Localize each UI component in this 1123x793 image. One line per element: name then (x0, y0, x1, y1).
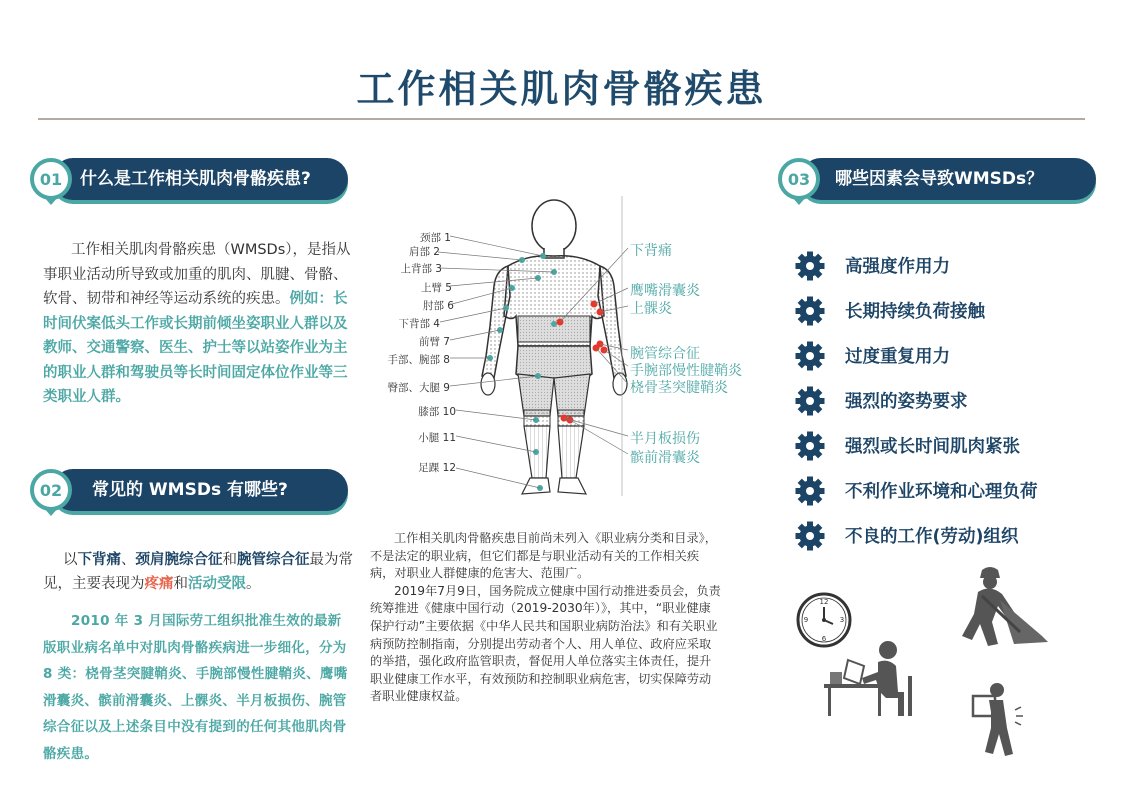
common-text-5: 和 (173, 576, 188, 592)
body-part-label: 肘部 6 (422, 300, 454, 312)
center-paragraph-2: 2019年7月9日，国务院成立健康中国行动推进委员会，负责统筹推进《健康中国行动（2019-2030年）》，其中，“职业健康保护行动”主要依据《中华人民共和国职业病防治法》和有关职业病预防控制指南，分别提出劳动者个人、用人单位、政府应采取的举措，强化政府监管职责，督促用人单位落实主体责任，提升职业健康工作水平，有效预防和控制职业病危害，切实保障劳动者职业健康权益。 (370, 583, 721, 704)
body-part-label: 下背部 4 (398, 318, 440, 330)
risk-factor-item (795, 423, 1095, 468)
page-title: 工作相关肌肉骨骼疾患 (356, 67, 767, 111)
risk-factor-item (795, 243, 1095, 288)
definition-example: 例如：长时间伏案低头工作或长期前倾坐姿职业人群以及教师、交通警察、医生、护士等以站姿作业为主的职业人群和驾驶员等长时间固定体位作业等三类职业人群。 (43, 291, 348, 405)
body-part-label: 膝部 10 (418, 406, 456, 418)
risk-factor-item (795, 513, 1095, 558)
common-text-1: 以 (63, 552, 78, 568)
body-part-label: 肩部 2 (408, 246, 440, 258)
svg-text:6: 6 (821, 635, 827, 643)
gear-icon (795, 431, 825, 461)
condition-label: 鹰嘴滑囊炎 (630, 283, 700, 299)
body-part-label: 上背部 3 (400, 263, 442, 275)
svg-text:12: 12 (819, 598, 829, 606)
common-wmsds-text (43, 548, 353, 596)
risk-factor-list (795, 243, 1095, 558)
svg-text:9: 9 (803, 616, 809, 624)
gear-icon (795, 251, 825, 281)
keyword-low-back-pain: 下背痛 (77, 552, 121, 568)
gear-icon (795, 521, 825, 551)
body-part-label: 小腿 11 (418, 432, 456, 444)
section-header-1 (30, 158, 350, 204)
wmsds-definition (43, 238, 353, 410)
keyword-pain: 疼痛 (144, 576, 174, 592)
svg-text:3: 3 (839, 616, 845, 624)
center-paragraph-1: 工作相关肌肉骨骼疾患目前尚未列入《职业病分类和目录》，不是法定的职业病，但它们都是与职业活动有关的工作相关疾病，对职业人群健康的危害大、范围广。 (370, 531, 717, 581)
section-heading-3: 哪些因素会导致WMSDs？ (835, 169, 1044, 189)
common-text-2: 、 (121, 552, 136, 568)
keyword-carpal-tunnel: 腕管综合征 (237, 552, 310, 568)
body-part-label: 足踝 12 (418, 462, 456, 474)
condition-label: 手腕部慢性腱鞘炎 (630, 363, 742, 379)
section-header-2 (30, 469, 350, 515)
body-part-label: 手部、腕部 8 (387, 354, 450, 366)
condition-label: 桡骨茎突腱鞘炎 (630, 380, 728, 396)
common-text-3: 和 (222, 552, 237, 568)
gear-icon (795, 476, 825, 506)
condition-label: 上髁炎 (630, 301, 672, 317)
risk-factor-label: 不良的工作(劳动)组织 (845, 527, 1019, 547)
risk-factor-label: 过度重复用力 (845, 347, 950, 367)
title-divider (38, 118, 1085, 120)
risk-factor-label: 长期持续负荷接触 (845, 302, 985, 322)
risk-factor-item (795, 333, 1095, 378)
body-diagram (378, 196, 758, 502)
body-part-label: 颈部 1 (419, 232, 451, 244)
condition-label: 半月板损伤 (630, 431, 700, 447)
condition-label: 髌前滑囊炎 (630, 450, 700, 466)
keyword-limited-movement: 活动受限 (188, 576, 246, 592)
condition-label: 下背痛 (630, 243, 672, 259)
definition-text: 工作相关肌肉骨骼疾患（WMSDs），是指从事职业活动所导致或加重的肌肉、肌腱、骨骼、软骨、韧带和神经等运动系统的疾患。 (43, 242, 351, 307)
section-header-3 (778, 158, 1098, 204)
box-carrying-worker-icon (969, 682, 1029, 762)
condition-label: 腕管综合征 (630, 346, 700, 362)
risk-factor-item (795, 378, 1095, 423)
risk-factor-label: 高强度作用力 (845, 257, 950, 277)
digging-worker-icon (952, 566, 1052, 650)
section-heading-1: 什么是工作相关肌肉骨骼疾患? (80, 169, 311, 189)
ilo-classification-text: 2010 年 3 月国际劳工组织批准生效的最新版职业病名单中对肌肉骨骼疾病进一步细化，分为 8 类：桡骨茎突腱鞘炎、手腕部慢性腱鞘炎、鹰嘴滑囊炎、髌前滑囊炎、上髁炎、半月板损伤、腕管综合征以及上述条目中没有提到的任何其他肌肉骨骼疾患。 (43, 613, 348, 762)
section-number-2: 02 (30, 469, 72, 511)
body-part-label: 上臂 5 (420, 282, 452, 294)
gear-icon (795, 296, 825, 326)
body-part-label: 臀部、大腿 9 (387, 382, 450, 394)
risk-factor-label: 不利作业环境和心理负荷 (845, 482, 1038, 502)
risk-factor-label: 强烈的姿势要求 (845, 392, 968, 412)
common-text-4: 最为常见，主要表现为 (43, 552, 353, 592)
risk-factor-item (795, 468, 1095, 513)
section-heading-2: 常见的 WMSDs 有哪些? (92, 480, 288, 500)
keyword-neck-shoulder-wrist: 颈肩腕综合征 (135, 552, 223, 568)
risk-factor-label: 强烈或长时间肌肉紧张 (845, 437, 1020, 457)
gear-icon (795, 386, 825, 416)
common-text-6: 。 (246, 576, 261, 592)
section-number-3: 03 (778, 158, 820, 200)
risk-factor-item (795, 288, 1095, 333)
section-number-1: 01 (30, 158, 72, 200)
gear-icon (795, 341, 825, 371)
desk-worker-icon (820, 640, 920, 720)
center-text-block (370, 530, 722, 706)
body-part-label: 前臂 7 (418, 336, 450, 348)
